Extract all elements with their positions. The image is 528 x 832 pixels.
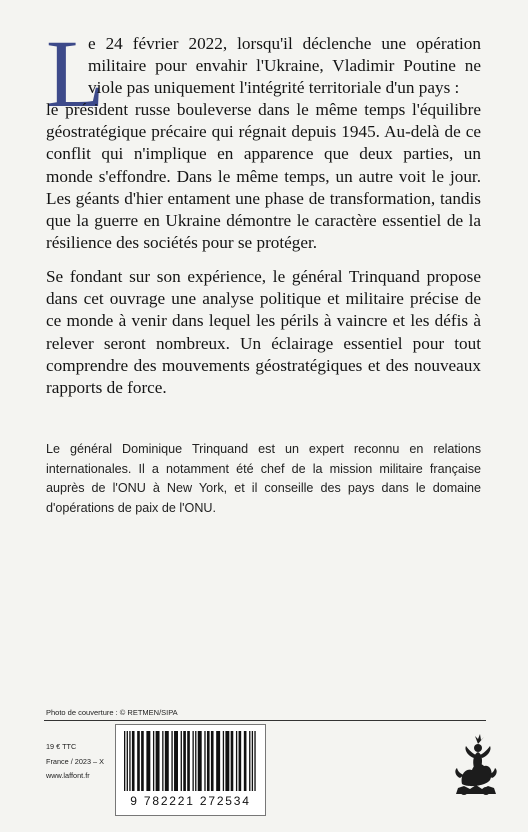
barcode-bar xyxy=(153,731,154,791)
barcode-bar xyxy=(231,731,234,791)
barcode-bar xyxy=(204,731,205,791)
barcode-bar xyxy=(174,731,178,791)
barcode-bar xyxy=(207,731,210,791)
barcode-bar xyxy=(252,731,253,791)
barcode-bar xyxy=(198,731,202,791)
barcode-bar xyxy=(211,731,214,791)
price-info xyxy=(46,740,114,784)
barcode xyxy=(115,724,266,816)
edition: France / 2023 – X xyxy=(46,756,105,766)
barcode-bar xyxy=(171,731,172,791)
isbn-number: 9 782221 272534 xyxy=(130,794,251,808)
barcode-bar xyxy=(236,731,237,791)
second-paragraph: Se fondant sur son expérience, le général Trinquand propose dans cet ouvrage une analyse politique et militaire précise de ce monde à venir dans lequel les périls à vaincre et les défis à relever seront nombreux. Un éclairage essentiel pour tout comprendre des mouvements géostratégiques et des nouveaux rapports de force. xyxy=(46,267,481,398)
price: 19 € TTC xyxy=(46,742,77,751)
intro-paragraph-lines-beside-cap: e 24 février 2022, lorsqu'il déclenche une opération militaire pour envahir l'Ukraine, Vladimir Poutine ne viole pas uniquement l'intégrité territoriale d'un pays : xyxy=(88,34,481,98)
barcode-bar xyxy=(239,731,242,791)
barcode-bar xyxy=(187,731,190,791)
barcode-bar xyxy=(223,731,224,791)
barcode-bar xyxy=(137,731,140,791)
barcode-bar xyxy=(127,731,128,791)
barcode-bar xyxy=(244,731,247,791)
barcode-bar xyxy=(146,731,150,791)
barcode-bar xyxy=(165,731,169,791)
drop-cap: L xyxy=(46,20,105,127)
barcode-bar xyxy=(162,731,163,791)
barcode-bar xyxy=(129,731,130,791)
barcode-bar xyxy=(254,731,255,791)
barcode-bar xyxy=(195,731,196,791)
barcode-bar xyxy=(216,731,220,791)
intro-paragraph-continuation: le président russe bouleverse dans le même temps l'équilibre géostratégique précaire qui régnait depuis 1945. Au-delà de ce conflit qui n'implique en apparence que deux parties, un monde s'effondre. Dans le même temps, un autre voit le jour. Les géants d'hier entament une phase de transformation, tandis que la guerre en Ukraine démontre le caractère essentiel de la résilience des sociétés pour se protéger. xyxy=(46,100,481,253)
barcode-bar xyxy=(225,731,229,791)
barcode-bar xyxy=(156,731,160,791)
website: www.laffont.fr xyxy=(46,771,90,780)
publisher-emblem-icon xyxy=(452,728,500,798)
barcode-bar xyxy=(132,731,135,791)
barcode-bar xyxy=(124,731,125,791)
author-bio: Le général Dominique Trinquand est un expert reconnu en relations internationales. Il a notamment été chef de la mission militaire française auprès de l'ONU à New York, et il conseille des pays dans le domaine d'opérations de paix de l'ONU. xyxy=(46,442,481,515)
barcode-bar xyxy=(249,731,250,791)
photo-credit: Photo de couverture : © RETMEN/SIPA xyxy=(46,708,178,717)
barcode-bar xyxy=(141,731,144,791)
barcode-bar xyxy=(183,731,186,791)
barcode-bar xyxy=(192,731,193,791)
barcode-bars xyxy=(122,731,259,793)
divider xyxy=(44,720,486,721)
barcode-bar xyxy=(181,731,182,791)
